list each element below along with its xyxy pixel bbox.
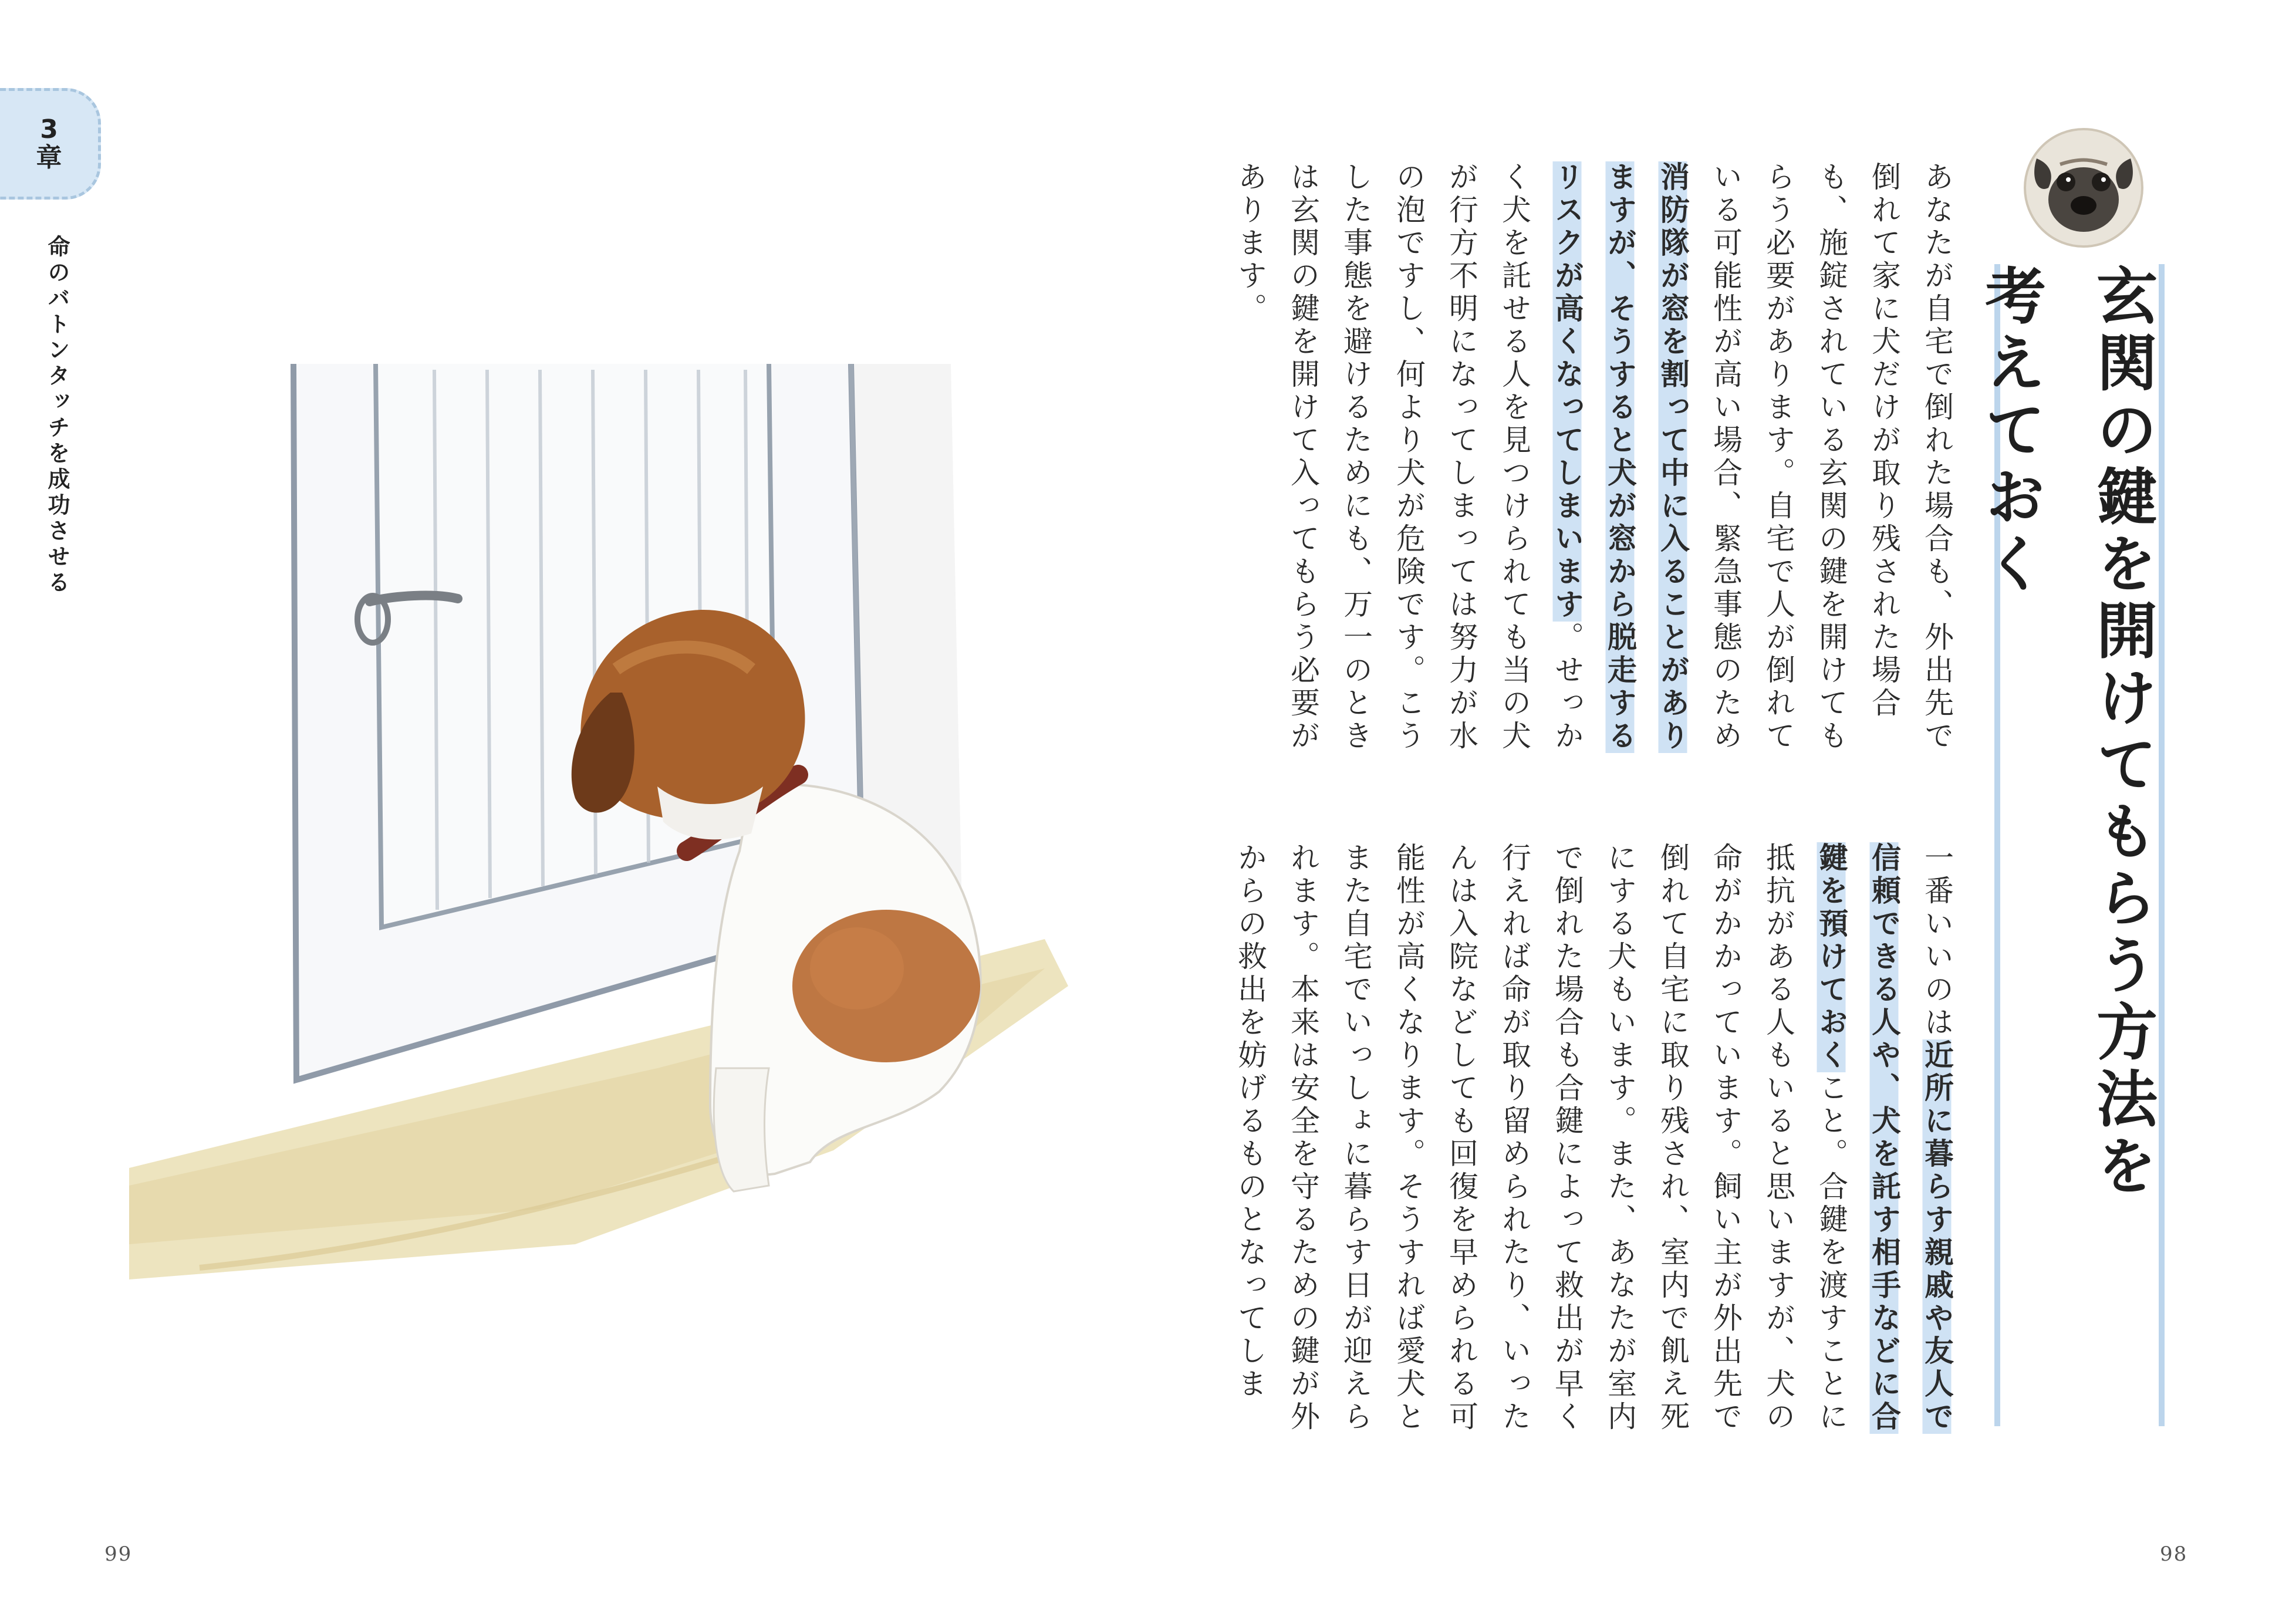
body-text-upper <box>1233 161 1963 760</box>
chapter-title: 命のバトンタッチを成功させる <box>44 235 70 596</box>
dog-door-illustration <box>129 364 1080 1303</box>
body-text-lower <box>1233 842 1963 1458</box>
body-text: 一番いいのは <box>1920 842 1954 1039</box>
section-heading <box>1974 264 2166 1432</box>
highlighted-text: 消防隊が窓を割って中に入ることがありますが、そうすると犬が窓から脱走するリスクが高くなってしまいます <box>1550 161 1690 753</box>
page-number-left: 99 <box>104 1542 133 1566</box>
highlighted-text: 近所に暮らす親戚や友人で信頼できる人や、犬を託す相手などに合鍵を預けておく <box>1814 842 1954 1434</box>
chapter-label: 章 <box>36 143 62 173</box>
body-text: 。せっかく犬を託せる人を見つけられても当の犬が行方不明になってしまっては努力が水の泡ですし、何より犬が危険です。こうした事態を避けるためにも、万一のときは玄関の鍵を開けて入ってもらう必要があります。 <box>1233 161 1584 753</box>
heading-line-1: 玄関の鍵を開けてもらう方法を <box>2086 264 2158 1201</box>
body-text: こと。合鍵を渡すことに抵抗がある人もいると思いますが、犬の命がかかっています。飼い主が外出先で倒れて自宅に取り残され、室内で飢え死にする犬もいます。また、あなたが室内で倒れた場合も合鍵によって救出が早く行えれば命が取り留められたり、いったんは入院などしても回復を早められる可能性が高くなります。そうすれば愛犬とまた自宅でいっしょに暮らす日が迎えられます。本来は安全を守るための鍵が外からの救出を妨げるものとなってしま <box>1233 842 1848 1434</box>
heading-line-2: 考えておく <box>1974 264 2046 599</box>
chapter-number: 3 <box>40 114 58 144</box>
body-text: あなたが自宅で倒れた場合も、外出先で倒れて家に犬だけが取り残された場合も、施錠されている玄関の鍵を開けてもらう必要があります。自宅で人が倒れている可能性が高い場合、緊急事態のため <box>1709 161 1954 753</box>
pug-icon <box>2019 123 2148 252</box>
chapter-tab <box>0 88 101 200</box>
page-number-right: 98 <box>2160 1542 2188 1566</box>
